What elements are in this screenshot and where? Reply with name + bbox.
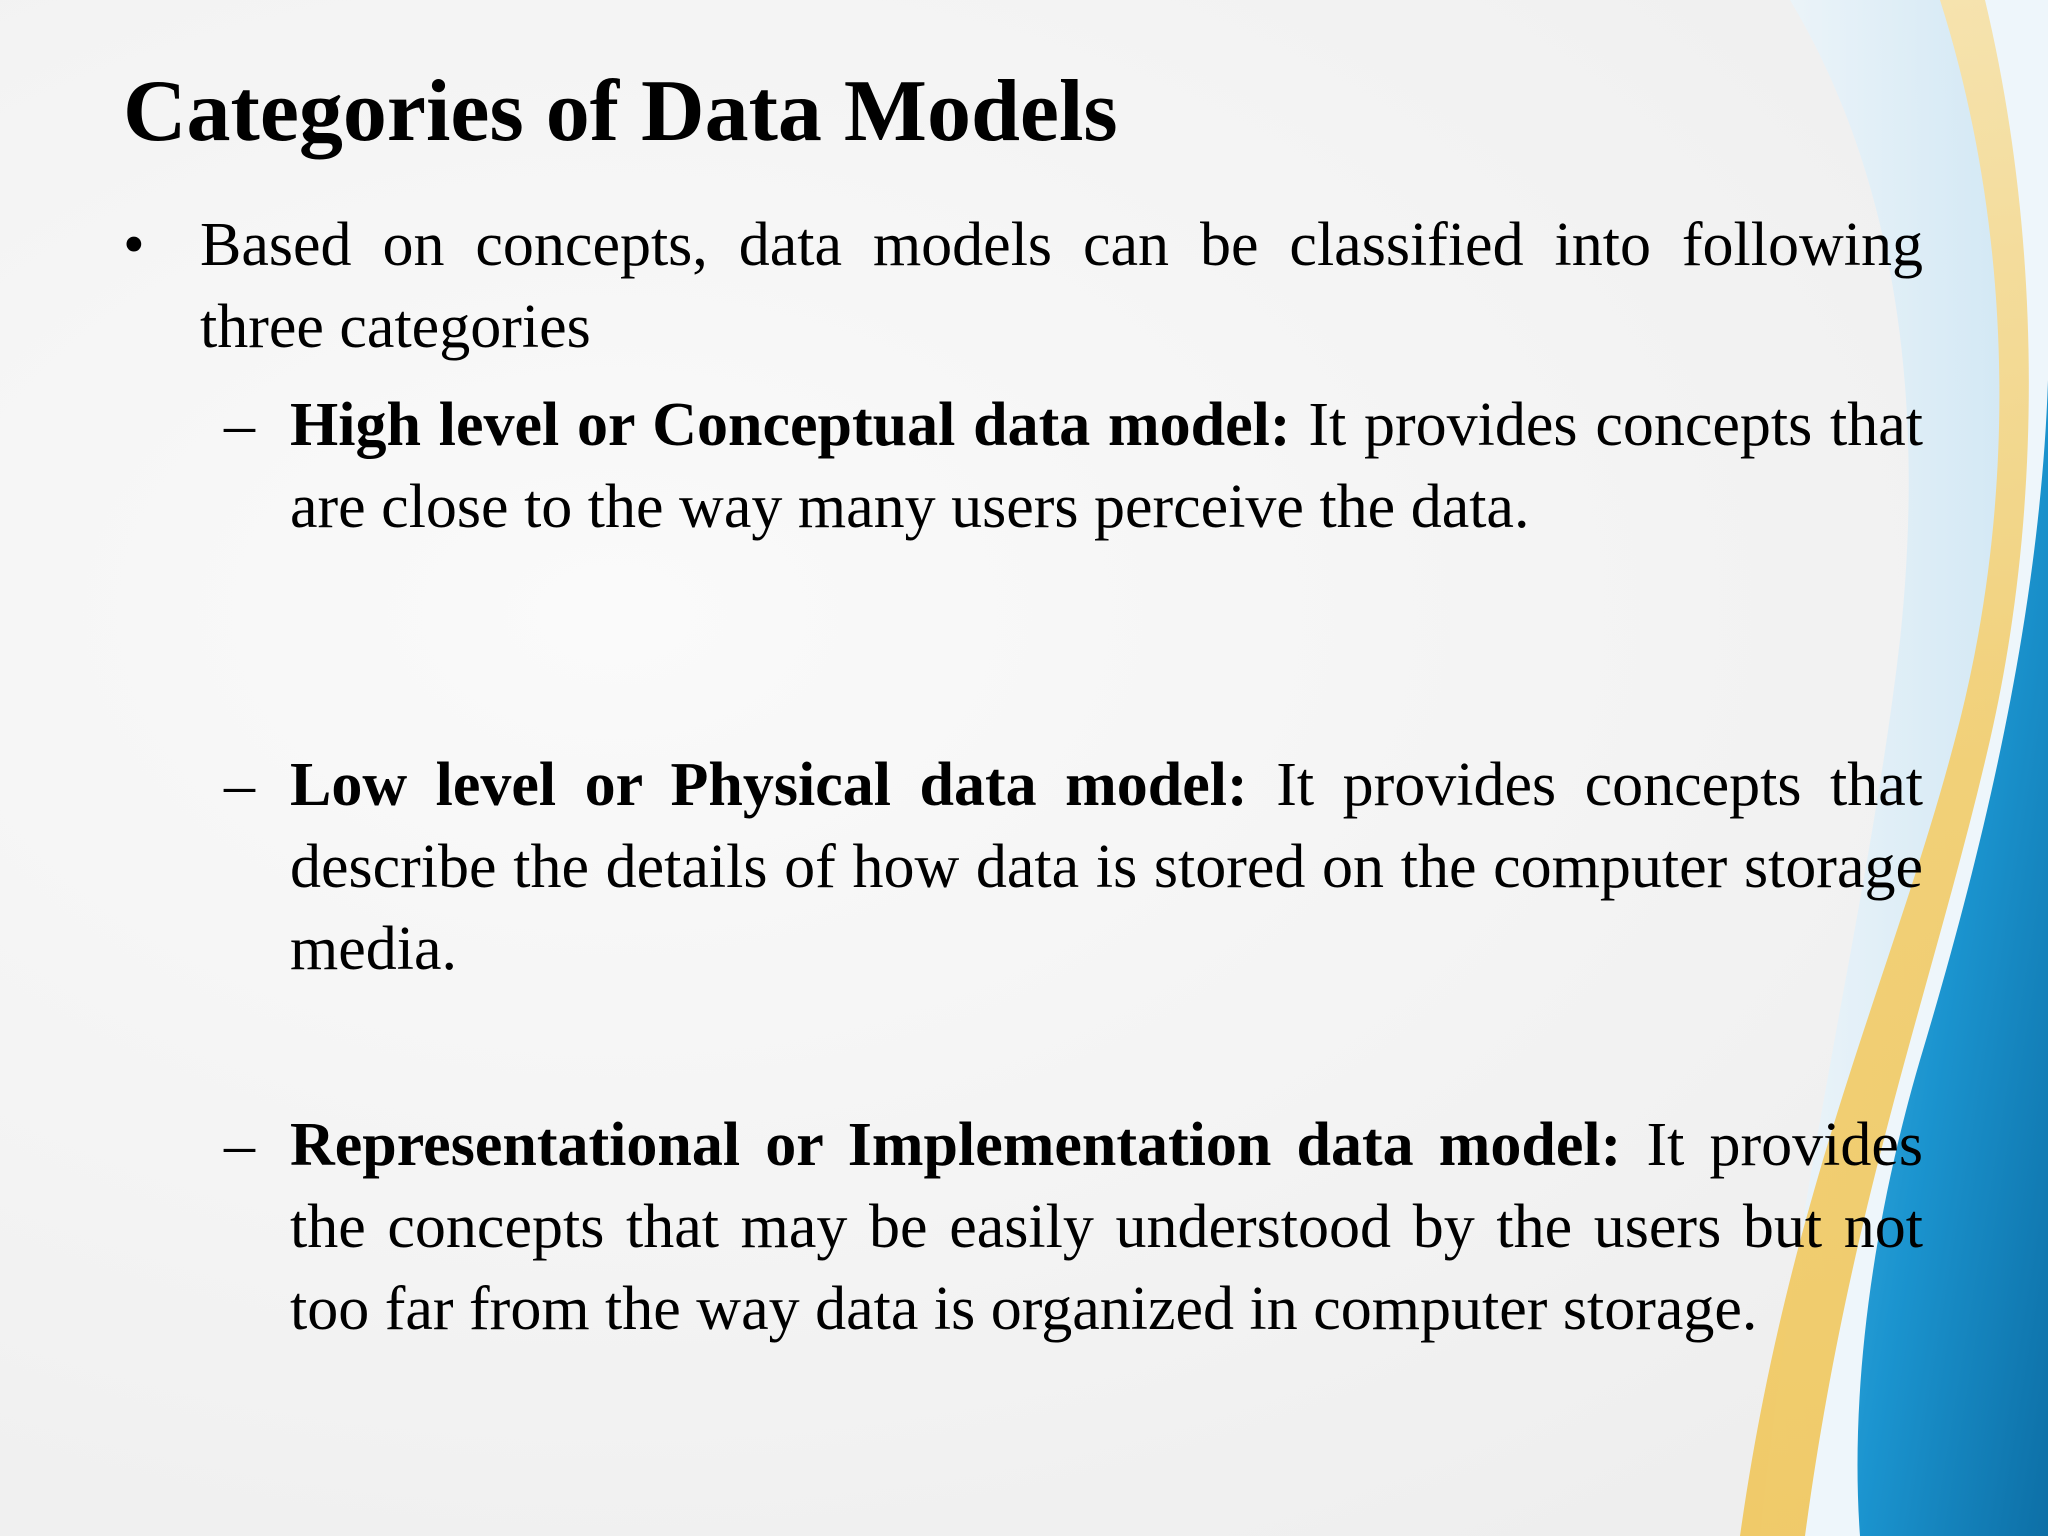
sub-item-term: Representational or Implementation data model: bbox=[290, 1111, 1622, 1179]
sub-item-low-level bbox=[290, 744, 1923, 990]
sub-item-term: Low level or Physical data model: bbox=[290, 751, 1248, 819]
bullet-text: Based on concepts, data models can be classified into following three categories bbox=[200, 211, 1923, 361]
sub-item-description: It provides concepts that describe the details of how data is stored on the computer storage media. bbox=[290, 751, 1923, 983]
sub-item-description: It provides concepts that are close to the way many users perceive the data. bbox=[290, 391, 1924, 541]
sub-bullet-marker: – bbox=[224, 391, 255, 459]
sub-item-term: High level or Conceptual data model: bbox=[290, 391, 1291, 459]
sub-item-high-level bbox=[290, 384, 1923, 548]
sub-item-description: It provides the concepts that may be easily understood by the users but not too far from the way data is organized in computer storage. bbox=[290, 1111, 1924, 1343]
sub-item-representational bbox=[290, 1104, 1923, 1350]
sub-bullet-marker: – bbox=[224, 1111, 255, 1179]
bullet-marker: • bbox=[123, 211, 145, 279]
sub-bullet-marker: – bbox=[224, 751, 255, 819]
slide-title: Categories of Data Models bbox=[123, 63, 1118, 160]
